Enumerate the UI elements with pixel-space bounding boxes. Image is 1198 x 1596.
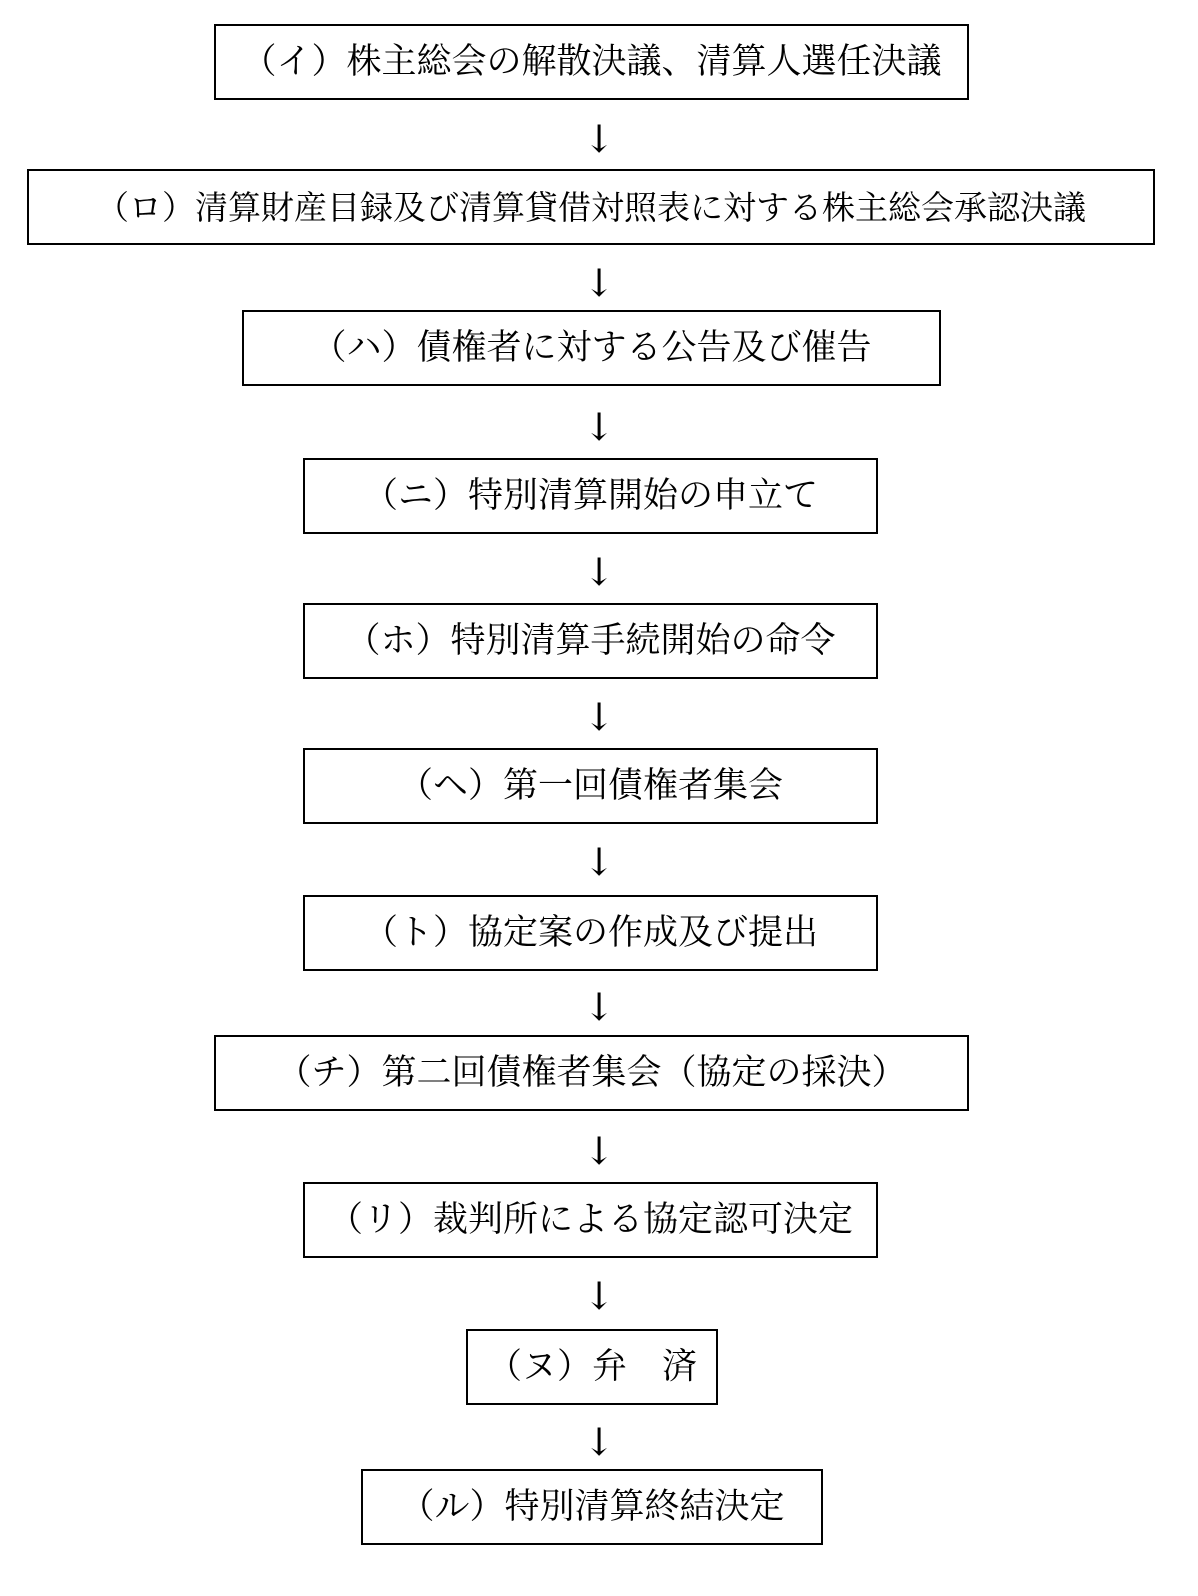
flow-arrow-6: ↓ [583, 840, 615, 884]
flow-arrow-3: ↓ [583, 405, 615, 449]
step-1-label: （イ）株主総会の解散決議、清算人選任決議 [241, 41, 942, 82]
step-4-box [303, 458, 878, 534]
flow-arrow-8: ↓ [583, 1129, 615, 1173]
step-8-box [214, 1035, 969, 1111]
step-3-box [242, 310, 941, 386]
step-2-label: （ロ）清算財産目録及び清算貸借対照表に対する株主総会承認決議 [96, 187, 1086, 227]
step-8-label: （チ）第二回債権者集会（協定の採決） [276, 1052, 907, 1093]
step-10-box [466, 1329, 718, 1405]
flow-arrow-7: ↓ [583, 985, 615, 1029]
flow-arrow-9: ↓ [583, 1274, 615, 1318]
step-9-label: （リ）裁判所による協定認可決定 [327, 1199, 853, 1240]
step-4-label: （ニ）特別清算開始の申立て [362, 475, 818, 516]
step-6-box [303, 748, 878, 824]
step-6-label: （ヘ）第一回債権者集会 [397, 765, 783, 806]
step-2-box [27, 169, 1155, 245]
step-7-box [303, 895, 878, 971]
flow-arrow-2: ↓ [583, 261, 615, 305]
step-10-label: （ヌ）弁 済 [486, 1346, 697, 1387]
step-7-label: （ト）協定案の作成及び提出 [362, 912, 818, 953]
step-9-box [303, 1182, 878, 1258]
flow-arrow-4: ↓ [583, 550, 615, 594]
step-5-label: （ホ）特別清算手続開始の命令 [345, 620, 836, 661]
step-11-box [361, 1469, 823, 1545]
flow-arrow-5: ↓ [583, 695, 615, 739]
step-5-box [303, 603, 878, 679]
step-1-box [214, 24, 969, 100]
step-3-label: （ハ）債権者に対する公告及び催告 [311, 327, 872, 368]
step-11-label: （ル）特別清算終結決定 [399, 1486, 785, 1527]
flow-arrow-10: ↓ [583, 1420, 615, 1464]
flow-arrow-1: ↓ [583, 117, 615, 161]
